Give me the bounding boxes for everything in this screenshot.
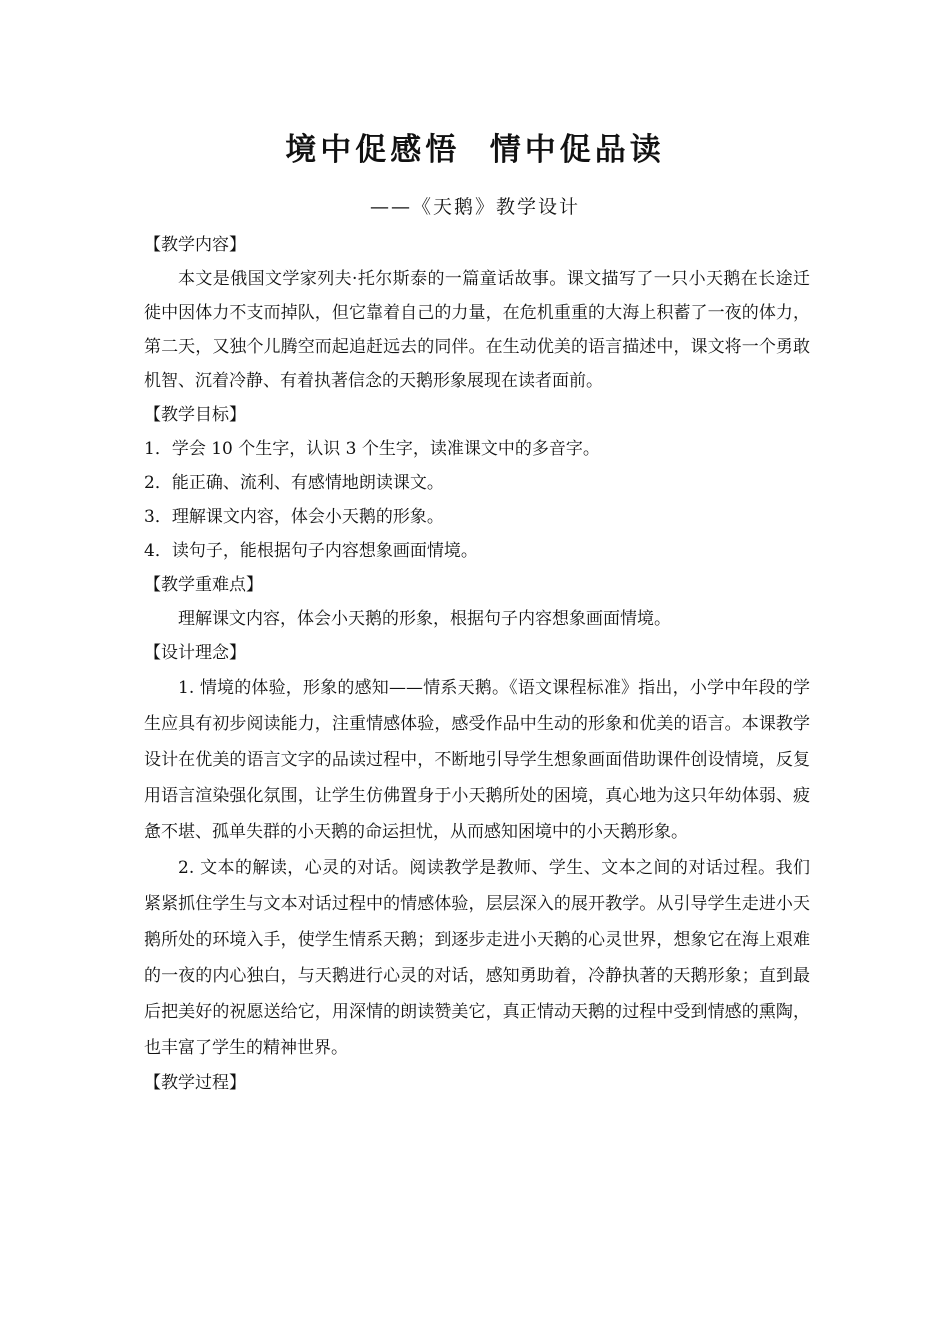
philosophy-paragraph-1: 1. 情境的体验，形象的感知——情系天鹅。《语文课程标准》指出，小学中年段的学生应具有初步阅读能力，注重情感体验，感受作品中生动的形象和优美的语言。本课教学设计在优美的语言文字的品读过程中，不断地引导学生想象画面借助课件创设情境，反复用语言渲染强化氛围，让学生仿佛置身于小天鹅所处的困境，真心地为这只年幼体弱、疲惫不堪、孤单失群的小天鹅的命运担忧，从而感知困境中的小天鹅形象。	[144, 678, 810, 842]
goal-item-2: 2．能正确、流利、有感情地朗读课文。	[144, 473, 444, 493]
content-paragraph: 本文是俄国文学家列夫·托尔斯泰的一篇童话故事。课文描写了一只小天鹅在长途迁徙中因体力不支而掉队，但它靠着自己的力量，在危机重重的大海上积蓄了一夜的体力，第二天，又独个儿腾空而起追赶远去的同伴。在生动优美的语言描述中，课文将一个勇敢机智、沉着冷静、有着执著信念的天鹅形象展现在读者面前。	[144, 269, 810, 391]
key-points-paragraph: 理解课文内容，体会小天鹅的形象，根据句子内容想象画面情境。	[178, 609, 671, 629]
section-heading-content: 【教学内容】	[144, 235, 246, 255]
document-subtitle: ——《天鹅》教学设计	[369, 196, 580, 218]
philosophy-paragraph-2: 2. 文本的解读，心灵的对话。阅读教学是教师、学生、文本之间的对话过程。我们紧紧抓住学生与文本对话过程中的情感体验，层层深入的展开教学。从引导学生走进小天鹅所处的环境入手，使学生情系天鹅；到逐步走进小天鹅的心灵世界，想象它在海上艰难的一夜的内心独白，与天鹅进行心灵的对话，感知勇助着，冷静执著的天鹅形象；直到最后把美好的祝愿送给它，用深情的朗读赞美它，真正情动天鹅的过程中受到情感的熏陶，也丰富了学生的精神世界。	[144, 858, 810, 1058]
section-heading-philosophy: 【设计理念】	[144, 643, 246, 663]
section-heading-goals: 【教学目标】	[144, 405, 246, 425]
document-body	[144, 228, 810, 1100]
document-title: 境中促感悟 情中促品读	[285, 132, 665, 168]
section-heading-key-points: 【教学重难点】	[144, 575, 263, 595]
goal-item-1: 1．学会 10 个生字，认识 3 个生字，读准课文中的多音字。	[144, 439, 600, 459]
goal-item-4: 4．读句子，能根据句子内容想象画面情境。	[144, 541, 478, 561]
section-heading-process: 【教学过程】	[144, 1073, 246, 1093]
goal-item-3: 3．理解课文内容，体会小天鹅的形象。	[144, 507, 444, 527]
